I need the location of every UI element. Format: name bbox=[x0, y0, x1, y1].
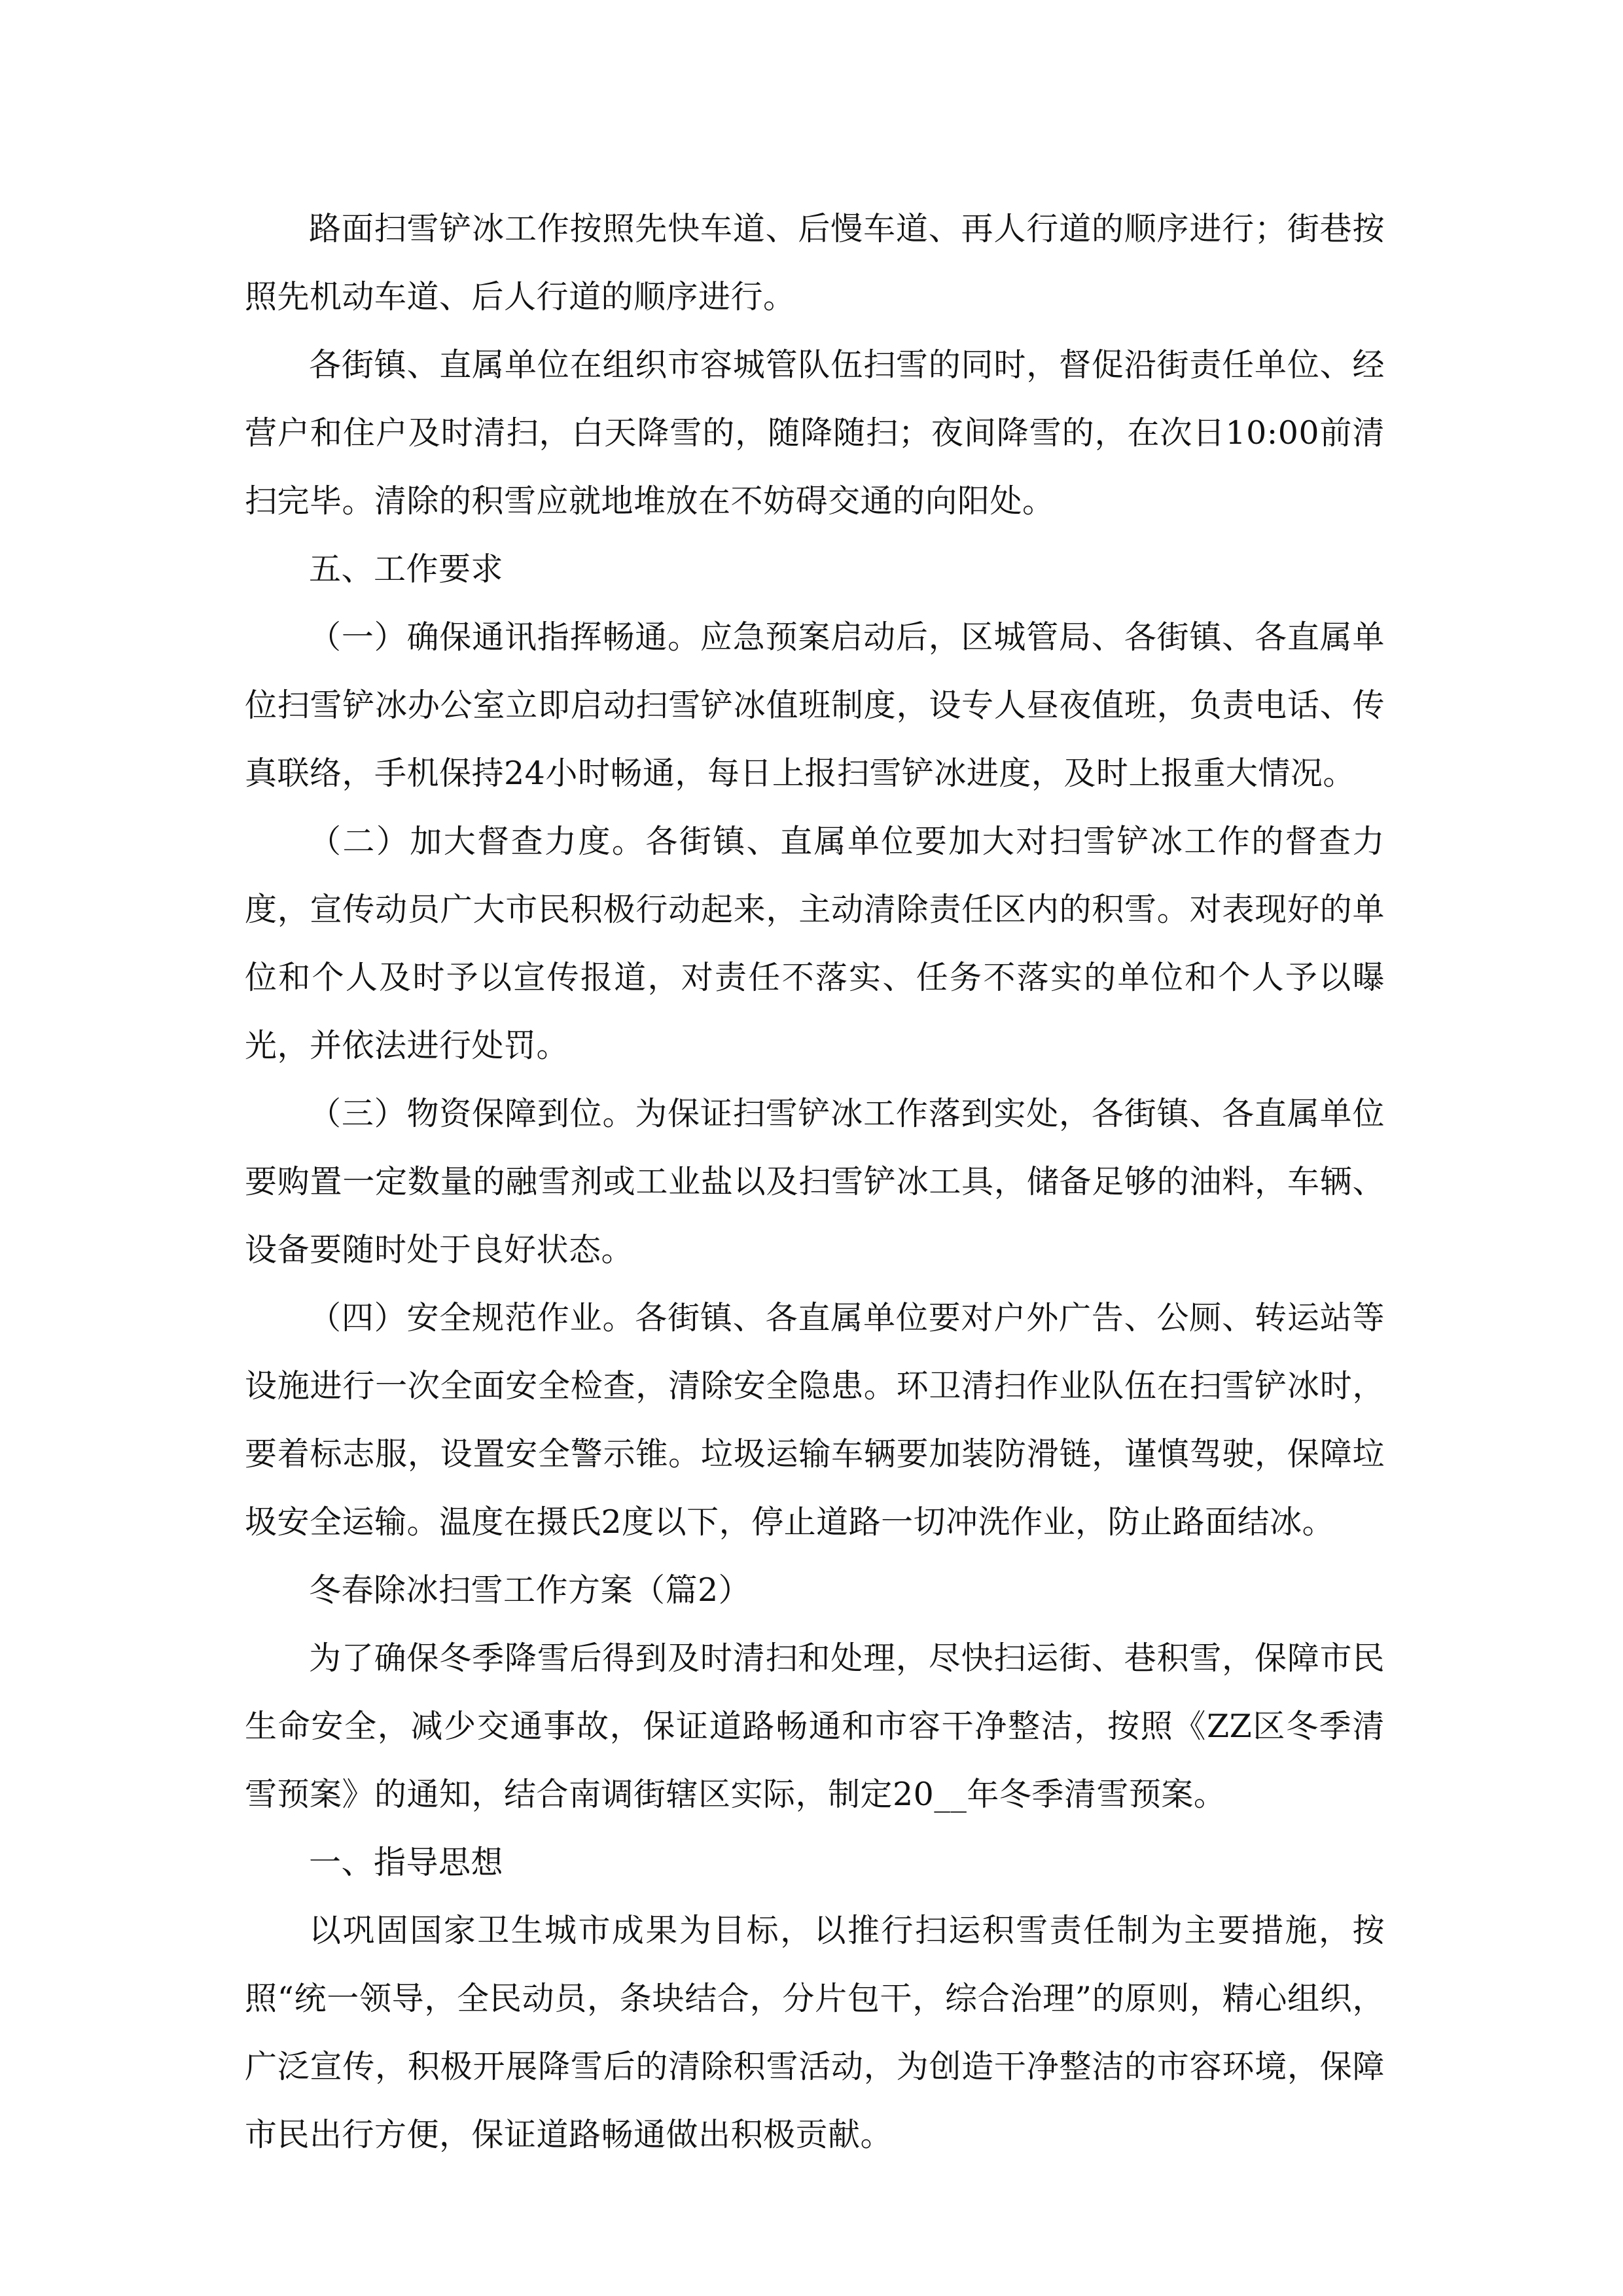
section-heading-work-requirements: 五、工作要求 bbox=[309, 550, 504, 588]
paragraph-plan-purpose: 为了确保冬季降雪后得到及时清扫和处理，尽快扫运街、巷积雪，保障市民生命安全，减少交通事故，保证道路畅通和市容干净整洁，按照《ZZ区冬季清雪预案》的通知，结合南调街辖区实际，制定20__年冬季清雪预案。 bbox=[245, 1640, 1385, 1813]
paragraph-safety-operation: （四）安全规范作业。各街镇、各直属单位要对户外广告、公厕、转运站等设施进行一次全面安全检查，清除安全隐患。环卫清扫作业队伍在扫雪铲冰时，要着标志服，设置安全警示锥。垃圾运输车辆要加装防滑链，谨慎驾驶，保障垃圾安全运输。温度在摄氏2度以下，停止道路一切冲洗作业，防止路面结冰。 bbox=[245, 1299, 1385, 1541]
paragraph-street-units-clearing: 各街镇、直属单位在组织市容城管队伍扫雪的同时，督促沿街责任单位、经营户和住户及时清扫，白天降雪的，随降随扫；夜间降雪的，在次日10:00前清扫完毕。清除的积雪应就地堆放在不妨碍交通的向阳处。 bbox=[245, 346, 1385, 520]
paragraph-guiding-ideology: 以巩固国家卫生城市成果为目标，以推行扫运积雪责任制为主要措施，按照“统一领导，全民动员，条块结合，分片包干，综合治理”的原则，精心组织，广泛宣传，积极开展降雪后的清除积雪活动，为创造干净整洁的市容环境，保障市民出行方便，保证道路畅通做出积极贡献。 bbox=[245, 1912, 1385, 2153]
paragraph-road-clearing-order: 路面扫雪铲冰工作按照先快车道、后慢车道、再人行道的顺序进行；街巷按照先机动车道、后人行道的顺序进行。 bbox=[245, 210, 1385, 315]
paragraph-supervision: （二）加大督查力度。各街镇、直属单位要加大对扫雪铲冰工作的督查力度，宣传动员广大市民积极行动起来，主动清除责任区内的积雪。对表现好的单位和个人及时予以宣传报道，对责任不落实、任务不落实的单位和个人予以曝光，并依法进行处罚。 bbox=[245, 823, 1385, 1064]
section-heading-guiding-ideology: 一、指导思想 bbox=[309, 1844, 504, 1881]
document-title-part-2: 冬春除冰扫雪工作方案（篇2） bbox=[309, 1571, 751, 1609]
document-body bbox=[245, 195, 1385, 2169]
paragraph-communication-command: （一）确保通讯指挥畅通。应急预案启动后，区城管局、各街镇、各直属单位扫雪铲冰办公室立即启动扫雪铲冰值班制度，设专人昼夜值班，负责电话、传真联络，手机保持24小时畅通，每日上报扫雪铲冰进度，及时上报重大情况。 bbox=[245, 619, 1385, 792]
paragraph-material-support: （三）物资保障到位。为保证扫雪铲冰工作落到实处，各街镇、各直属单位要购置一定数量的融雪剂或工业盐以及扫雪铲冰工具，储备足够的油料，车辆、设备要随时处于良好状态。 bbox=[245, 1095, 1385, 1268]
